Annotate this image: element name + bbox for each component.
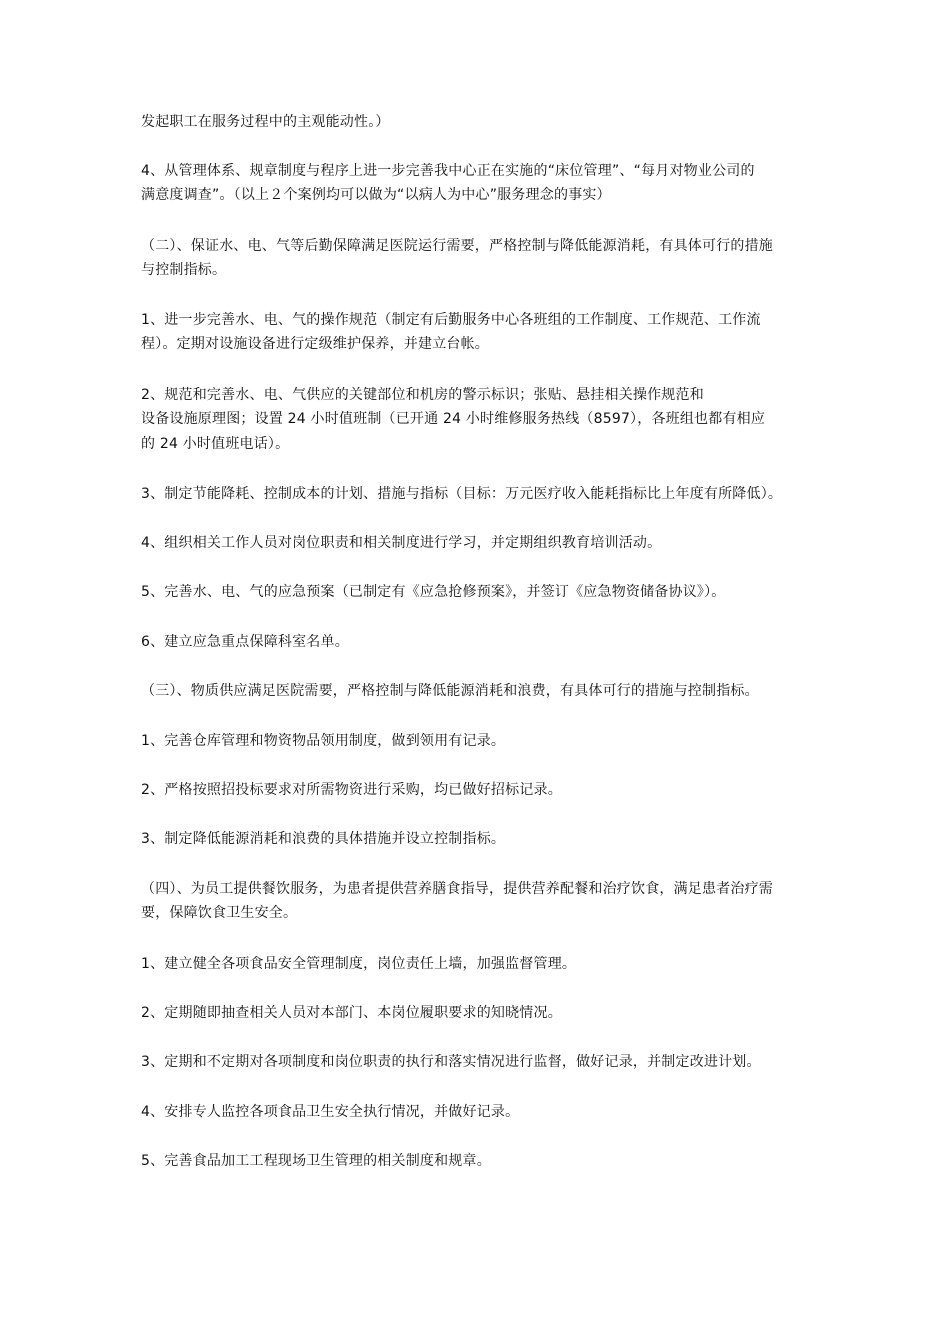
text-line: 4、安排专人监控各项食品卫生安全执行情况，并做好记录。 <box>141 1104 520 1120</box>
text-line: 2、定期随即抽查相关人员对本部门、本岗位履职要求的知晓情况。 <box>141 1005 562 1021</box>
text-line: 的 24 小时值班电话）。 <box>141 436 290 452</box>
text-line: 5、完善水、电、气的应急预案（已制定有《应急抢修预案》，并签订《应急物资储备协议》）。 <box>141 584 726 600</box>
text-line: 2、严格按照招投标要求对所需物资进行采购，均已做好招标记录。 <box>141 782 562 798</box>
section-heading: （三）、物质供应满足医院需要，严格控制与降低能源消耗和浪费，有具体可行的措施与控制指标。 <box>141 683 759 699</box>
text-line: 满意度调查”。（以上２个案例均可以做为“以病人为中心”服务理念的事实） <box>141 187 611 203</box>
text-line: 3、制定降低能源消耗和浪费的具体措施并设立控制指标。 <box>141 831 506 847</box>
text-line: 1、进一步完善水、电、气的操作规范（制定有后勤服务中心各班组的工作制度、工作规范、工作流 <box>141 312 761 328</box>
text-line: 3、定期和不定期对各项制度和岗位职责的执行和落实情况进行监督，做好记录，并制定改进计划。 <box>141 1054 761 1070</box>
text-line: 设备设施原理图；设置 24 小时值班制（已开通 24 小时维修服务热线（8597），各班组也都有相应 <box>141 411 766 427</box>
text-line: 5、完善食品加工工程现场卫生管理的相关制度和规章。 <box>141 1153 491 1169</box>
section-heading: （二）、保证水、电、气等后勤保障满足医院运行需要，严格控制与降低能源消耗，有具体可行的措施 <box>141 238 773 254</box>
text-line: 2、规范和完善水、电、气供应的关键部位和机房的警示标识；张贴、悬挂相关操作规范和 <box>141 387 704 403</box>
text-line: 4、从管理体系、规章制度与程序上进一步完善我中心正在实施的“床位管理”、“每月对物业公司的 <box>141 163 755 179</box>
text-line: 6、建立应急重点保障科室名单。 <box>141 634 349 650</box>
text-line: 1、完善仓库管理和物资物品领用制度，做到领用有记录。 <box>141 733 506 749</box>
section-heading: （四）、为员工提供餐饮服务，为患者提供营养膳食指导，提供营养配餐和治疗饮食，满足患者治疗需 <box>141 881 773 897</box>
text-line: 发起职工在服务过程中的主观能动性。） <box>141 114 390 130</box>
section-heading: 与控制指标。 <box>141 262 227 278</box>
text-line: 4、组织相关工作人员对岗位职责和相关制度进行学习，并定期组织教育培训活动。 <box>141 535 662 551</box>
section-heading: 要，保障饮食卫生安全。 <box>141 905 298 921</box>
text-line: 1、建立健全各项食品安全管理制度，岗位责任上墙，加强监督管理。 <box>141 956 577 972</box>
text-line: 3、制定节能降耗、控制成本的计划、措施与指标（目标：万元医疗收入能耗指标比上年度有所降低）。 <box>141 486 783 502</box>
text-line: 程）。定期对设施设备进行定级维护保养，并建立台帐。 <box>141 336 489 352</box>
